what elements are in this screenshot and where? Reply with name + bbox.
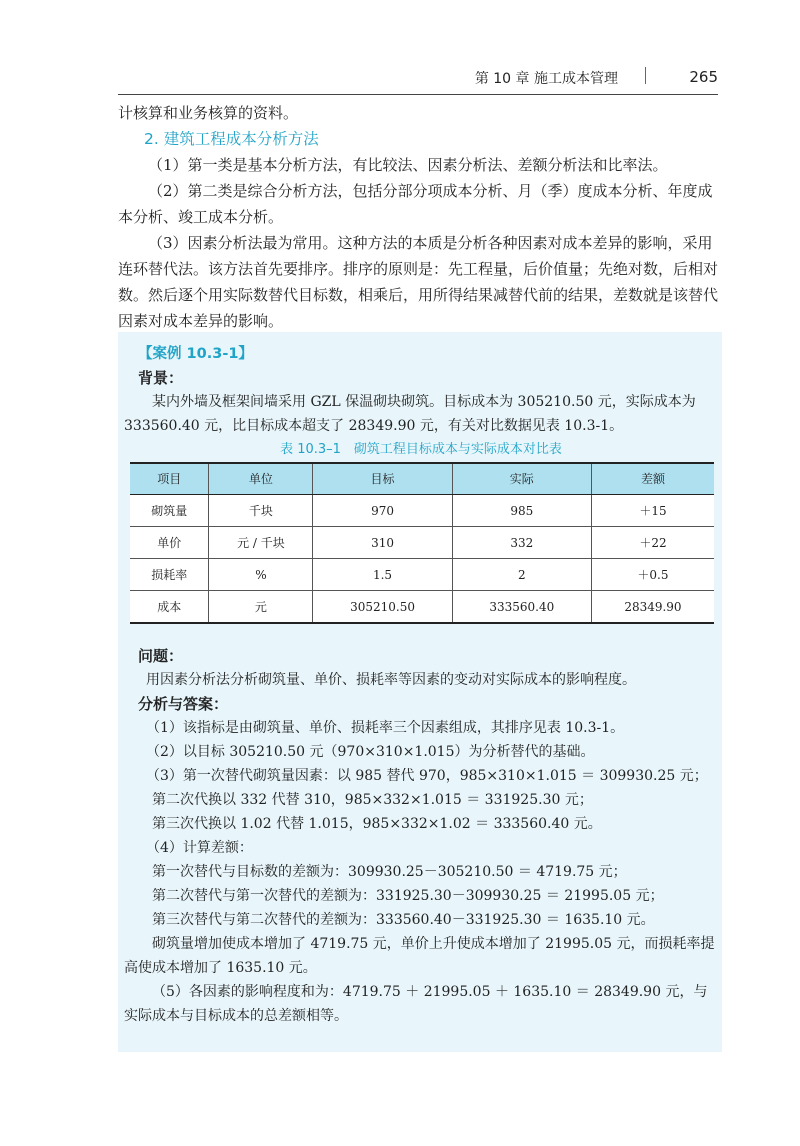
paragraph-1: （1）第一类是基本分析方法，有比较法、因素分析法、差额分析法和比率法。 bbox=[148, 156, 668, 174]
comparison-table bbox=[130, 462, 714, 624]
table-row bbox=[130, 527, 714, 559]
header-cell: 目标 bbox=[313, 463, 452, 495]
answer-step-4: （4）计算差额： bbox=[146, 840, 253, 856]
table-cell: 单价 bbox=[130, 527, 209, 559]
chapter-title: 第 10 章 施工成本管理 bbox=[474, 71, 618, 87]
table-row bbox=[130, 559, 714, 591]
table-cell: % bbox=[209, 559, 313, 591]
header-cell: 差额 bbox=[591, 463, 714, 495]
table-cell: 砌筑量 bbox=[130, 495, 209, 527]
answer-step-5: （5）各因素的影响程度和为：4719.75 ＋ 21995.05 ＋ 1635.10 ＝ 28349.90 元，与实际成本与目标成本的总差额相等。 bbox=[124, 984, 708, 1024]
question-text: 用因素分析法分析砌筑量、单价、损耗率等因素的变动对实际成本的影响程度。 bbox=[146, 672, 636, 688]
table-row bbox=[130, 591, 714, 624]
header-cell: 单位 bbox=[209, 463, 313, 495]
table-cell: 2 bbox=[452, 559, 591, 591]
case-title: 【案例 10.3-1】 bbox=[138, 346, 253, 362]
table-cell: 970 bbox=[313, 495, 452, 527]
header-cell: 项目 bbox=[130, 463, 209, 495]
table-cell: 千块 bbox=[209, 495, 313, 527]
intro-text bbox=[118, 100, 722, 334]
running-header bbox=[118, 66, 718, 95]
background-heading: 背景： bbox=[138, 369, 184, 387]
header-cell: 实际 bbox=[452, 463, 591, 495]
page-number: 265 bbox=[689, 68, 718, 86]
answer-step-4c: 第三次替代与第二次替代的差额为：333560.40－331925.30 ＝ 1635.10 元。 bbox=[152, 912, 655, 928]
header-divider bbox=[645, 67, 646, 84]
table-cell: 28349.90 bbox=[591, 591, 714, 624]
table-cell: ＋15 bbox=[591, 495, 714, 527]
answer-step-3b: 第二次代换以 332 代替 310，985×332×1.015 ＝ 331925.30 元； bbox=[152, 792, 593, 808]
paragraph-3: （3）因素分析法最为常用。这种方法的本质是分析各种因素对成本差异的影响，采用连环替代法。该方法首先要排序。排序的原则是：先工程量，后价值量；先绝对数，后相对数。然后逐个用实际数替代目标数，相乘后，用所得结果减替代前的结果，差数就是该替代因素对成本差异的影响。 bbox=[118, 234, 719, 330]
question-heading: 问题： bbox=[138, 647, 184, 665]
intro-line: 计核算和业务核算的资料。 bbox=[118, 104, 299, 122]
table-cell: 元 bbox=[209, 591, 313, 624]
answer-heading: 分析与答案： bbox=[138, 695, 229, 713]
table-cell: 333560.40 bbox=[452, 591, 591, 624]
table-cell: 1.5 bbox=[313, 559, 452, 591]
section-title: 2. 建筑工程成本分析方法 bbox=[144, 130, 319, 148]
answer-step-4a: 第一次替代与目标数的差额为：309930.25－305210.50 ＝ 4719.75 元； bbox=[152, 864, 627, 880]
table-cell: 元 / 千块 bbox=[209, 527, 313, 559]
case-study-box bbox=[118, 332, 722, 1052]
answer-step-3: （3）第一次替代砌筑量因素：以 985 替代 970，985×310×1.015 ＝ 309930.25 元； bbox=[146, 768, 708, 784]
background-text: 某内外墙及框架间墙采用 GZL 保温砌块砌筑。目标成本为 305210.50 元，实际成本为 333560.40 元，比目标成本超支了 28349.90 元，有关对比数据见表 10.3-1。 bbox=[124, 394, 696, 434]
table-row bbox=[130, 495, 714, 527]
answer-step-3c: 第三次代换以 1.02 代替 1.015，985×332×1.02 ＝ 333560.40 元。 bbox=[152, 816, 602, 832]
table-cell: 成本 bbox=[130, 591, 209, 624]
answer-step-4d: 砌筑量增加使成本增加了 4719.75 元，单价上升使成本增加了 21995.05 元，而损耗率提高使成本增加了 1635.10 元。 bbox=[124, 936, 715, 976]
table-cell: 332 bbox=[452, 527, 591, 559]
answer-step-4b: 第二次替代与第一次替代的差额为：331925.30－309930.25 ＝ 21995.05 元； bbox=[152, 888, 664, 904]
answer-step-1: （1）该指标是由砌筑量、单价、损耗率三个因素组成，其排序见表 10.3-1。 bbox=[146, 720, 625, 736]
paragraph-2: （2）第二类是综合分析方法，包括分部分项成本分析、月（季）度成本分析、年度成本分析、竣工成本分析。 bbox=[118, 182, 713, 226]
table-header-row bbox=[130, 463, 714, 495]
table-cell: ＋22 bbox=[591, 527, 714, 559]
answer-step-2: （2）以目标 305210.50 元（970×310×1.015）为分析替代的基础。 bbox=[146, 744, 595, 760]
table-cell: 310 bbox=[313, 527, 452, 559]
table-cell: 损耗率 bbox=[130, 559, 209, 591]
table-caption: 表 10.3–1 砌筑工程目标成本与实际成本对比表 bbox=[280, 442, 562, 457]
table-cell: 985 bbox=[452, 495, 591, 527]
table-cell: ＋0.5 bbox=[591, 559, 714, 591]
table-cell: 305210.50 bbox=[313, 591, 452, 624]
